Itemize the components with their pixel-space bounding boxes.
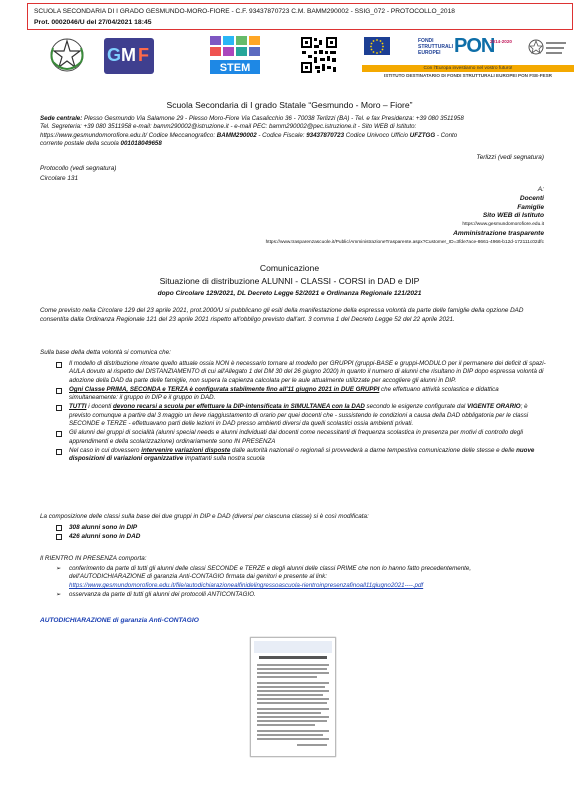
checkbox-bullet-icon — [56, 525, 62, 531]
composition-paragraph: La composizione delle classi sulla base dei due gruppi in DIP e DAD (diversi per ciascuna classe) si è così modificata: — [40, 513, 369, 520]
fiscal-code: 93437870723 — [306, 131, 345, 139]
recipients-a: A: — [537, 186, 544, 193]
stamp-line-1: SCUOLA SECONDARIA DI I GRADO GESMUNDO-MORO-FIORE - C.F. 93437870723 C.M. BAMM290002 - SSIG_072 - PROTOCOLLO_2018 — [34, 8, 455, 15]
recipient-famiglie: Famiglie — [517, 203, 544, 211]
circular-number: Circolare 131 — [40, 175, 79, 182]
list-item — [56, 532, 140, 541]
list-item-text: osservanza da parte di tutti gli alunni dei protocolli ANTICONTAGIO. — [69, 591, 256, 599]
list-item-emphasis: TUTTI — [69, 403, 87, 411]
address-line-2: Tel. Segreteria: +39 080 3511958 e-mail: bamm290002@istruzione.it - e-mail PEC: bamm290002@pec.istruzione.it - Sito WEB di Istituto: — [40, 123, 417, 131]
recipient-sito: Sito WEB di Istituto — [482, 212, 544, 220]
address-office-label: Codice Univoco Ufficio — [344, 131, 410, 139]
checkbox-bullet-icon — [56, 431, 62, 437]
list-item-text: Gli alunni dei gruppi di socialità (alunni special needs e alunni individuati dai docenti come necessitanti di frequenza scolastica in presenza per motivi di controllo degli apprendimenti e della scolarizzazione) ordinariamente sono IN PRESENZA — [69, 429, 524, 445]
list-item-text: dalle autorità nazionali o regionali si provvederà a darne tempestiva comunicazione delle stesse e delle — [230, 446, 517, 454]
list-item-text: Nel caso in cui dovessero — [69, 446, 142, 454]
document-subject: Situazione di distribuzione ALUNNI - CLASSI - CORSI in DAD e DIP — [159, 276, 420, 286]
italian-republic-emblem-icon — [47, 36, 87, 74]
stamp-protocol-number: Prot. 0002046/U del 27/04/2021 18:45 — [34, 19, 152, 26]
recipients-block — [266, 186, 544, 248]
qr-code-icon — [300, 36, 338, 74]
recipient-amministrazione-url[interactable]: https://www.trasparenzascuole.it/Public/AmministrazioneTrasparente.aspx?Customer_ID=3fde7ace-8661-4966-b12d-172111c02dfc — [265, 239, 544, 245]
checkbox-bullet-icon — [56, 534, 62, 540]
intro-paragraph: Come previsto nella Circolare 129 del 23 aprile 2021, prot.2000/U si pubblicano gli esiti della manifestazione della espressa volontà da parte delle famiglie della opzione DAD consentita dalla Ordinanza Regionale 121 del 23 aprile 2021 rispetto all'obbligo previsto dall'art. 3 comma 1 del Decreto Legge 52 del 22 aprile 2021. — [40, 307, 524, 323]
list-item-text: impattanti sulla nostra scuola — [183, 455, 265, 463]
list-item — [56, 565, 548, 590]
recipient-sito-url[interactable]: https://www.gesmundomorofiore.edu.it — [462, 222, 544, 228]
stem-text: STEM — [219, 62, 251, 74]
list-item-text: secondo le esigenze configurate dal — [364, 403, 467, 411]
list-item-text: Il modello di distribuzione rimane quello attuale ossia NON è necessario tornare al modello per GRUPPI (gruppi-BASE e gruppi-MODULO per il permanere dei deficit di spazi-AULA dovuto al rispetto del DISTANZIAMENTO di cui all'Allegato 1 del DM 30 del 26 giugno 2020) in quanto il numero di alunni che risultano in DIP dopo espressa volontà di adozione della DAD da parte delle famiglie, non supera la capienza calcolata per le aule attualmente utilizzate per accogliere gli alunni in DIP. — [69, 360, 546, 384]
document-type: Comunicazione — [259, 263, 320, 273]
list-item-text: conferimento da parte di tutti gli alunni delle classi SECONDE e TERZE e degli alunni delle classi PRIME che non lo hanno fatto precedentemente, dell'AUTODICHIARAZIONE di garanzia Anti-CONTAGIO firmata dai genitori e presente al link: — [69, 565, 472, 581]
pon-fondi-label: FONDI STRUTTURALI EUROPEI — [418, 38, 453, 56]
school-name: Scuola Secondaria di I grado Statale “Gesmundo - Moro – Fiore” — [166, 100, 413, 110]
arrow-bullet-icon: ➢ — [56, 591, 62, 599]
address-line-1: Plesso Gesmundo Via Salamone 29 - Plesso Moro-Fiore Via Casalicchio 36 - 70038 Terlizzi (BA) - Tel. e fax Presidenza: +39 080 3511958 — [82, 115, 464, 122]
document-subject-reference: dopo Circolare 129/2021, DL Decreto Legge 52/2021 e Ordinanza Regionale 121/2021 — [157, 290, 422, 297]
pon-eu-funds-banner — [362, 35, 574, 79]
postal-account: 001018049658 — [120, 140, 162, 148]
address-sede-label: Sede centrale: — [40, 115, 83, 122]
arrow-bullet-icon: ➢ — [56, 565, 62, 572]
checkbox-bullet-icon — [56, 449, 62, 455]
protocol-reference — [40, 164, 116, 184]
list-item — [56, 591, 548, 599]
address-fiscal-label: - Codice Fiscale: — [256, 131, 307, 139]
logo-row — [0, 34, 579, 80]
ministry-emblem-icon — [528, 37, 568, 61]
list-item-emphasis: intervenire variazioni disposte — [141, 446, 231, 454]
list-item — [56, 429, 548, 446]
stem-logo — [208, 34, 262, 76]
checkbox-bullet-icon — [56, 405, 62, 411]
list-item — [56, 447, 548, 464]
list-item — [56, 386, 548, 403]
list-item-text: ; è previsto comunque a partire dal 3 maggio un lieve riaggiustamento di orario per quei docenti che - sussistendo le condizioni a causa della DAD obbligatoria per le classi SECONDE e TERZE - effettuavano parti delle lezioni in DAD presso ambienti diversi da quelli scolastici ossia ambienti privati. — [69, 403, 529, 428]
autodichiarazione-heading: AUTODICHIARAZIONE di garanzia Anti-CONTAGIO — [40, 617, 199, 624]
list-item — [56, 360, 548, 385]
pon-logo-text: PON — [454, 35, 495, 57]
pon-slogan: Con l'Europa investiamo nel vostro futuro! — [362, 65, 574, 72]
dip-count: 308 alunni sono in DIP — [69, 524, 138, 531]
place-date: Terlizzi (vedi segnatura) — [476, 154, 544, 161]
eu-flag-icon — [364, 37, 390, 55]
student-counts-list — [56, 523, 140, 541]
basis-paragraph: Sulla base della detta volontà si comunica che: — [40, 349, 171, 356]
recipient-docenti: Docenti — [519, 194, 544, 202]
gmf-letter-m: M — [121, 45, 136, 65]
address-conto-label: - Conto — [435, 131, 458, 139]
list-item-text: che effettuano attività scolastica e didattica simultaneamente: il gruppo in DIP e il gruppo in DAD. — [69, 385, 499, 402]
protocol-label: Protocollo (vedi segnatura) — [40, 165, 117, 172]
list-item-emphasis: devono recarsi a scuola per effettuare la DIP-intensificata in SIMULTANEA con la DAD — [113, 403, 365, 411]
office-code: UFZTGG — [409, 131, 436, 139]
mechanographic-code: BAMM290002 — [216, 131, 257, 139]
autodichiarazione-link[interactable]: https://www.gesmundomorofiore.edu.it/file/autodichiarazionealfinidelingressoascuola-rientroinpresenzafinoall11giugno2021----.pdf — [69, 581, 424, 589]
address-line-4: corrente postale della scuola — [40, 140, 121, 148]
list-item — [56, 523, 140, 532]
rientro-paragraph: Il RIENTRO IN PRESENZA comporta: — [40, 555, 147, 562]
address-line-3: https://www.gesmundomorofiore.edu.it/ Codice Meccanografico: — [40, 131, 217, 139]
pon-years: 2014-2020 — [490, 39, 512, 44]
list-item-text: i docenti — [86, 403, 114, 411]
dad-count: 426 alunni sono in DAD — [69, 533, 141, 540]
list-item-emphasis: nuove disposizioni di variazioni organizzative — [69, 446, 535, 463]
checkbox-bullet-icon — [56, 388, 62, 394]
gmf-school-logo — [104, 38, 154, 74]
list-item — [56, 403, 548, 428]
autodichiarazione-document-thumbnail[interactable] — [250, 637, 336, 757]
gmf-letter-g: G — [107, 45, 122, 65]
rientro-list — [56, 565, 548, 601]
protocol-stamp — [27, 3, 573, 30]
recipient-amministrazione: Amministrazione trasparente — [453, 229, 544, 237]
list-item-emphasis: VIGENTE ORARIO — [466, 403, 521, 411]
school-address-block — [40, 115, 553, 149]
gmf-letter-f: F — [138, 45, 149, 65]
decisions-list — [56, 360, 548, 465]
checkbox-bullet-icon — [56, 362, 62, 368]
pon-subtitle: ISTITUTO DESTINATARIO DI FONDI STRUTTURALI EUROPEI PON FSE-FESR — [384, 73, 552, 78]
list-item-emphasis: Ogni Classe PRIMA, SECONDA e TERZA è configurata stabilmente fino all'11 giugno 2021 in DUE GRUPPI — [69, 385, 380, 393]
